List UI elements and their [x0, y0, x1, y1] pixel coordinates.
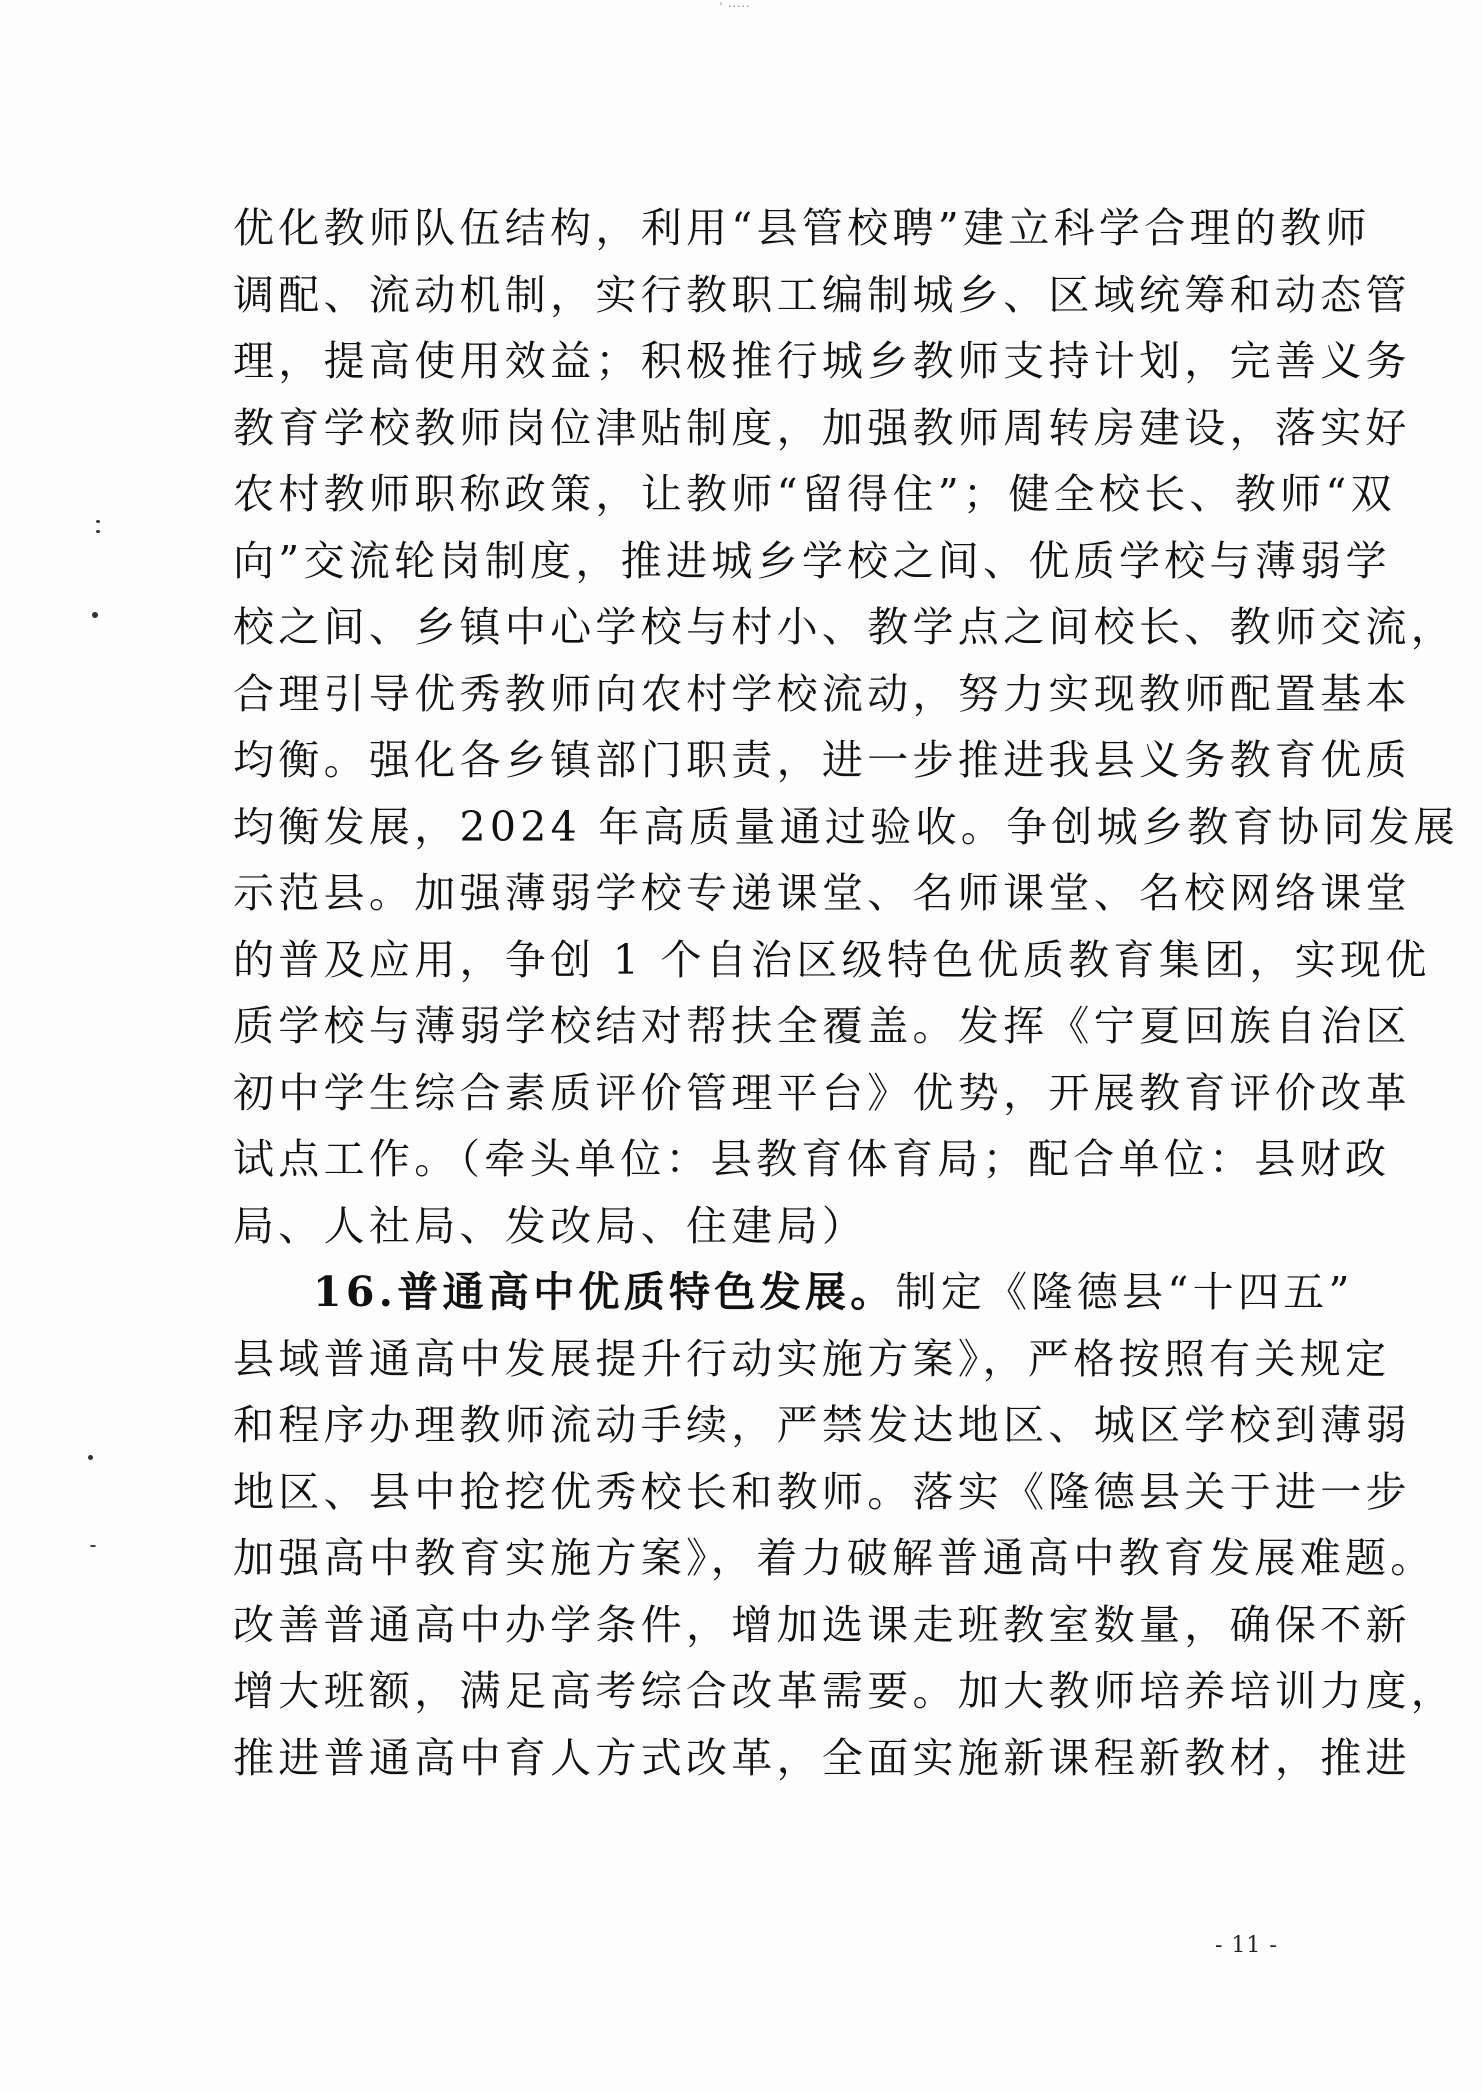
text-line: 质学校与薄弱学校结对帮扶全覆盖。发挥《宁夏回族自治区 [233, 1002, 1411, 1050]
scan-speck [96, 530, 100, 533]
text-line: 合理引导优秀教师向农村学校流动，努力实现教师配置基本 [233, 669, 1411, 718]
text-line: 初中学生综合素质评价管理平台》优势，开展教育评价改革 [233, 1068, 1411, 1117]
text-line: 县域普通高中发展提升行动实施方案》，严格按照有关规定 [233, 1334, 1391, 1383]
text-line: 理，提高使用效益；积极推行城乡教师支持计划，完善义务 [233, 337, 1411, 385]
text-line: 均衡发展，2024 年高质量通过验收。争创城乡教育协同发展 [233, 802, 1460, 851]
text-line: 地区、县中抢挖优秀校长和教师。落实《隆德县关于进一步 [233, 1467, 1411, 1516]
scan-speck [88, 1455, 93, 1460]
scan-speck [96, 520, 100, 523]
text-line: 向”交流轮岗制度，推进城乡学校之间、优质学校与薄弱学 [233, 536, 1391, 585]
text-line: 试点工作。（牵头单位：县教育体育局；配合单位：县财政 [233, 1135, 1391, 1183]
section-16-first-line [233, 1259, 1354, 1326]
text-line: 和程序办理教师流动手续，严禁发达地区、城区学校到薄弱 [233, 1401, 1411, 1449]
text-line: 农村教师职称政策，让教师“留得住”；健全校长、教师“双 [233, 470, 1396, 518]
scan-speck [92, 612, 98, 618]
text-line: 校之间、乡镇中心学校与村小、教学点之间校长、教师交流， [233, 603, 1457, 651]
text-line: 局、人社局、发改局、住建局） [233, 1201, 868, 1250]
text-line: 增大班额，满足高考综合改革需要。加大教师培养培训力度， [233, 1667, 1457, 1715]
text-line: 调配、流动机制，实行教职工编制城乡、区域统筹和动态管 [233, 270, 1411, 319]
text-line: 的普及应用，争创 1 个自治区级特色优质教育集团，实现优 [233, 935, 1431, 984]
text-line: 推进普通高中育人方式改革，全面实施新课程新教材，推进 [233, 1733, 1411, 1782]
text-line: 均衡。强化各乡镇部门职责，进一步推进我县义务教育优质 [233, 736, 1411, 784]
page-number: - 11 - [1215, 1933, 1278, 1958]
section-16-first-line-text: 制定《隆德县“十四五” [895, 1268, 1354, 1316]
section-16-heading: 16.普通高中优质特色发展。 [313, 1268, 896, 1316]
text-line: 教育学校教师岗位津贴制度，加强教师周转房建设，落实好 [233, 403, 1411, 452]
text-line: 加强高中教育实施方案》，着力破解普通高中教育发展难题。 [233, 1534, 1436, 1582]
text-line: 示范县。加强薄弱学校专递课堂、名师课堂、名校网络课堂 [233, 869, 1411, 917]
text-line: 改善普通高中办学条件，增加选课走班教室数量，确保不新 [233, 1600, 1411, 1649]
text-line: 优化教师队伍结构，利用“县管校聘”建立科学合理的教师 [233, 204, 1371, 252]
body-text [233, 195, 1460, 1791]
scan-header-mark: ˈ ····· [719, 0, 751, 13]
scan-speck [90, 1545, 96, 1547]
